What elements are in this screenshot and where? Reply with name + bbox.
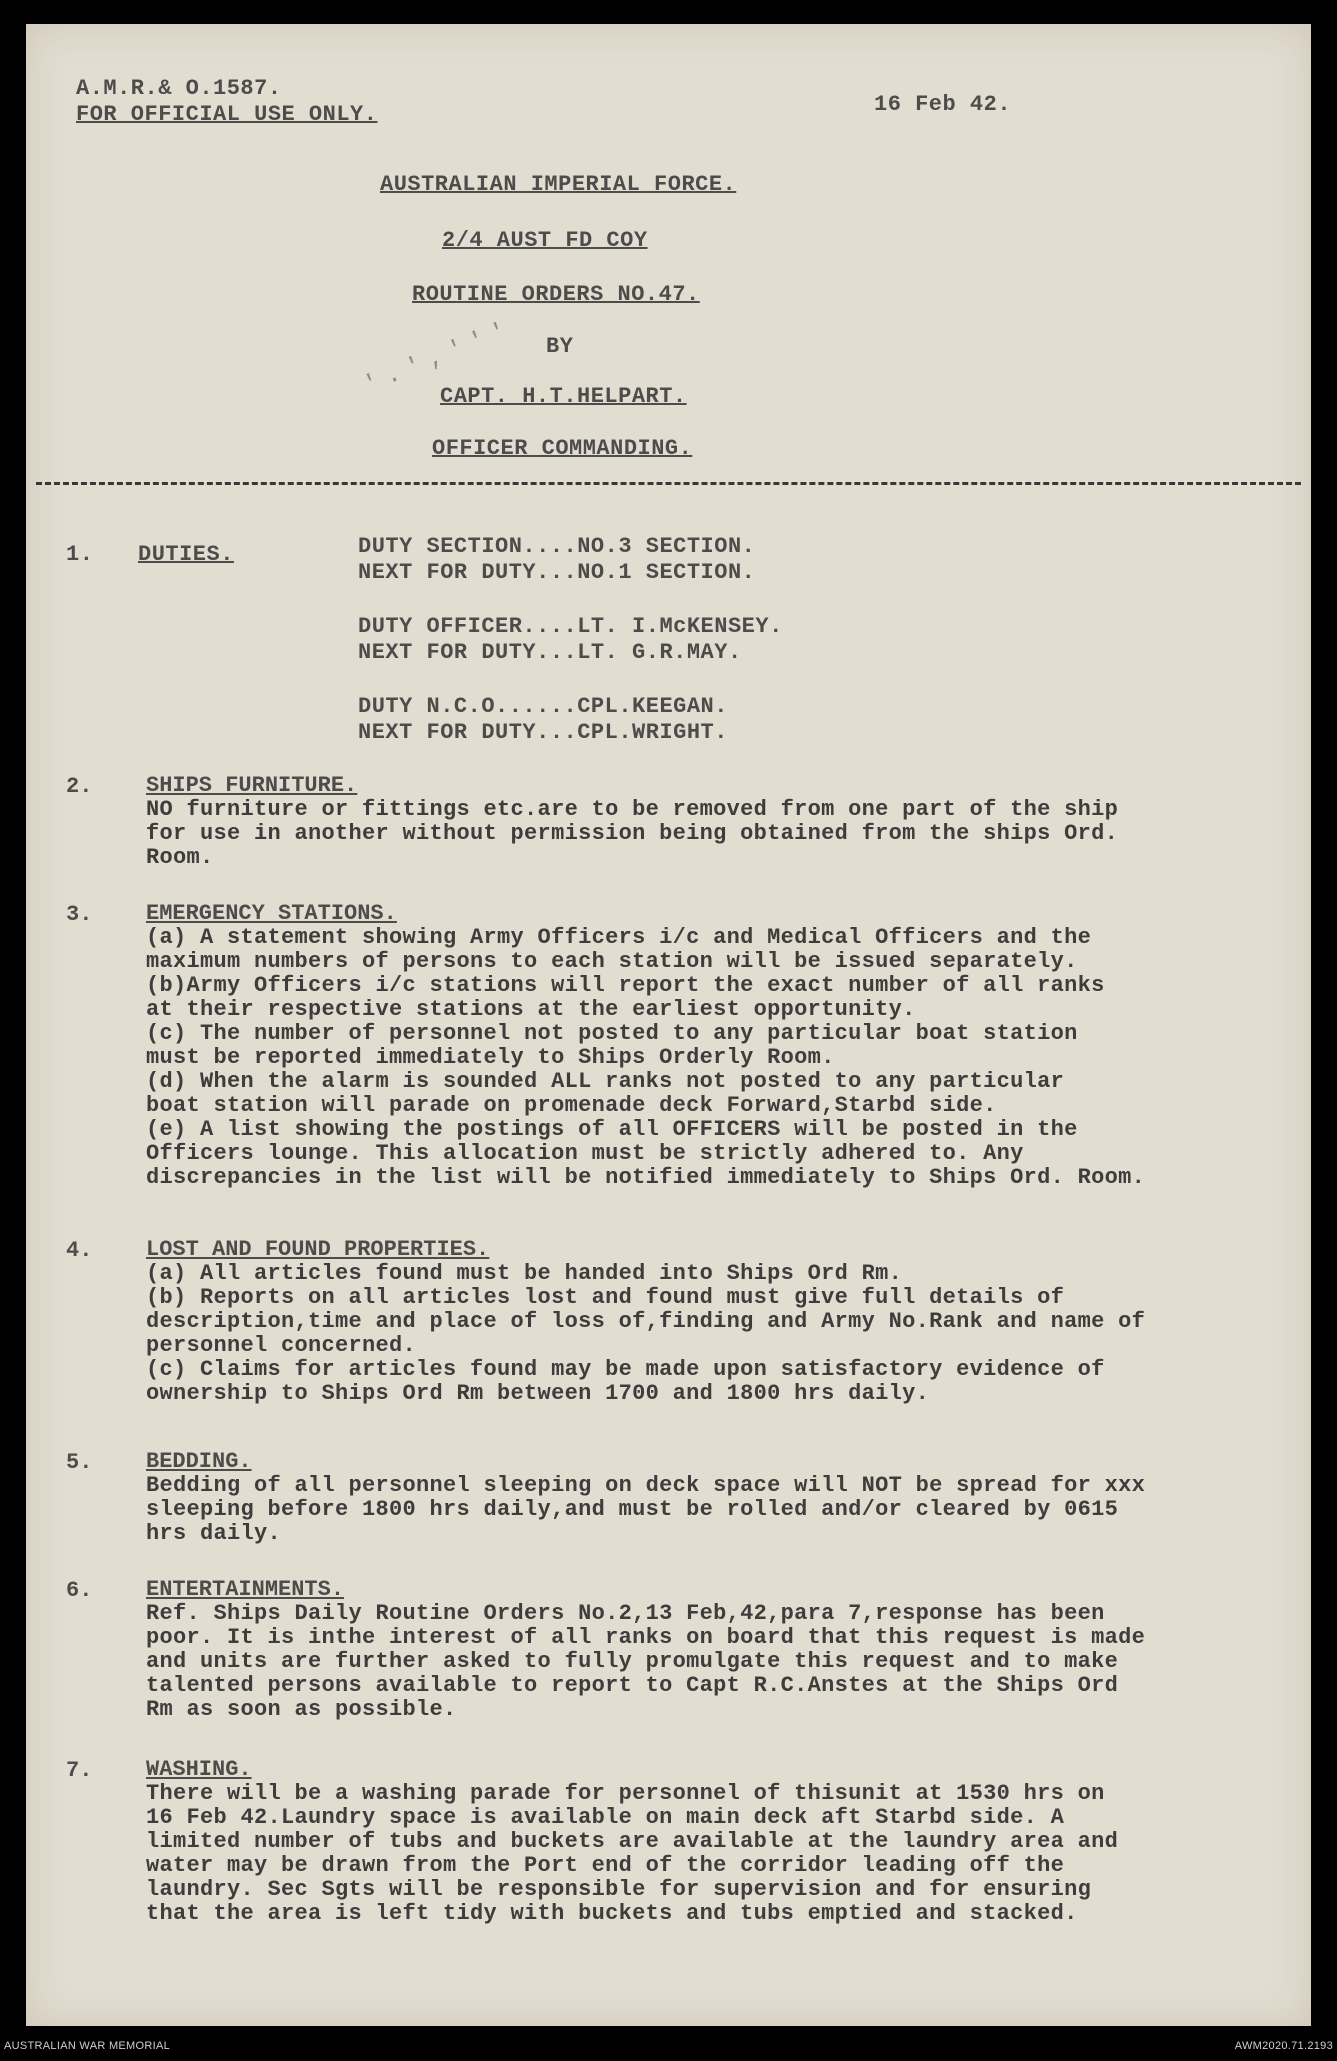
paragraph-line: laundry. Sec Sgts will be responsible for supervision and for ensuring [146,1877,1092,1902]
paragraph-line: and units are further asked to fully promulgate this request and to make [146,1649,1119,1674]
paragraph-line: personnel concerned. [146,1333,417,1358]
paragraph-number: 2. [66,774,93,799]
title-line-1: AUSTRALIAN IMPERIAL FORCE. [380,172,737,197]
paragraph-heading: SHIPS FURNITURE. [146,773,358,798]
document-date: 16 Feb 42. [874,92,1012,117]
paragraph-number: 3. [66,902,93,927]
paragraph-line: boat station will parade on promenade deck Forward,Starbd side. [146,1093,997,1118]
paragraph-number: 4. [66,1238,93,1263]
paragraph-line: Room. [146,845,214,870]
paragraph-line: (c) The number of personnel not posted to any particular boat station [146,1021,1078,1046]
paragraph-line: (b)Army Officers i/c stations will report the exact number of all ranks [146,973,1105,998]
duties-number: 1. [66,542,94,567]
paragraph-heading: WASHING. [146,1757,252,1782]
duties-heading: DUTIES. [138,542,234,567]
paragraph-heading: EMERGENCY STATIONS. [146,901,397,926]
paragraph-line: 16 Feb 42.Laundry space is available on main deck aft Starbd side. A [146,1805,1065,1830]
paragraph-heading: LOST AND FOUND PROPERTIES. [146,1237,490,1262]
title-line-2: 2/4 AUST FD COY [442,228,648,253]
paragraph-line: (b) Reports on all articles lost and found must give full details of [146,1285,1065,1310]
reference-number: A.M.R.& O.1587. [76,76,282,101]
paragraph-line: hrs daily. [146,1521,282,1546]
title-line-3: ROUTINE ORDERS NO.47. [412,282,700,307]
smudge-mark: ' . ' , ' ' ' [360,319,508,400]
paragraph-line: Rm as soon as possible. [146,1697,457,1722]
paragraph-line: Ref. Ships Daily Routine Orders No.2,13 Feb,42,para 7,response has been [146,1601,1105,1626]
title-line-4: BY [546,334,574,359]
paragraph-line: (c) Claims for articles found may be made upon satisfactory evidence of [146,1357,1105,1382]
duty-line: NEXT FOR DUTY...NO.1 SECTION. [358,560,756,585]
duty-line: DUTY OFFICER....LT. I.McKENSEY. [358,614,783,639]
separator-rule [36,482,1301,485]
paragraph-line: There will be a washing parade for personnel of thisunit at 1530 hrs on [146,1781,1105,1806]
paragraph-line: limited number of tubs and buckets are available at the laundry area and [146,1829,1119,1854]
paragraph-line: (a) A statement showing Army Officers i/c and Medical Officers and the [146,925,1092,950]
duty-line: NEXT FOR DUTY...LT. G.R.MAY. [358,640,742,665]
paragraph-line: (e) A list showing the postings of all OFFICERS will be posted in the [146,1117,1078,1142]
paragraph-line: Bedding of all personnel sleeping on deck space will NOT be spread for xxx [146,1473,1146,1498]
classification-label: FOR OFFICIAL USE ONLY. [76,102,378,127]
paragraph-heading: BEDDING. [146,1449,252,1474]
paragraph-number: 6. [66,1578,93,1603]
paragraph-line: (a) All articles found must be handed into Ships Ord Rm. [146,1261,903,1286]
paragraph-line: NO furniture or fittings etc.are to be removed from one part of the ship [146,797,1119,822]
footer-source: AUSTRALIAN WAR MEMORIAL [4,2040,171,2052]
paragraph-heading: ENTERTAINMENTS. [146,1577,345,1602]
paragraph-line: Officers lounge. This allocation must be strictly adhered to. Any [146,1141,1024,1166]
paragraph-line: that the area is left tidy with buckets and tubs emptied and stacked. [146,1901,1078,1926]
paragraph-line: at their respective stations at the earliest opportunity. [146,997,916,1022]
paragraph-line: must be reported immediately to Ships Orderly Room. [146,1045,835,1070]
paragraph-line: water may be drawn from the Port end of the corridor leading off the [146,1853,1065,1878]
paragraph-number: 7. [66,1758,93,1783]
title-line-5: CAPT. H.T.HELPART. [440,384,687,409]
paragraph-line: for use in another without permission being obtained from the ships Ord. [146,821,1119,846]
duty-line: NEXT FOR DUTY...CPL.WRIGHT. [358,720,728,745]
title-line-6: OFFICER COMMANDING. [432,436,693,461]
paragraph-line: talented persons available to report to Capt R.C.Anstes at the Ships Ord [146,1673,1119,1698]
footer-accession: AWM2020.71.2193 [1234,2040,1333,2052]
paragraph-line: poor. It is inthe interest of all ranks on board that this request is made [146,1625,1146,1650]
duty-line: DUTY N.C.O......CPL.KEEGAN. [358,694,728,719]
paragraph-line: maximum numbers of persons to each station will be issued separately. [146,949,1078,974]
paragraph-number: 5. [66,1450,93,1475]
paragraph-line: discrepancies in the list will be notified immediately to Ships Ord. Room. [146,1165,1146,1190]
paragraph-line: (d) When the alarm is sounded ALL ranks not posted to any particular [146,1069,1065,1094]
duty-line: DUTY SECTION....NO.3 SECTION. [358,534,756,559]
paragraph-line: ownership to Ships Ord Rm between 1700 and 1800 hrs daily. [146,1381,930,1406]
paragraph-line: description,time and place of loss of,finding and Army No.Rank and name of [146,1309,1146,1334]
paragraph-line: sleeping before 1800 hrs daily,and must be rolled and/or cleared by 0615 [146,1497,1119,1522]
